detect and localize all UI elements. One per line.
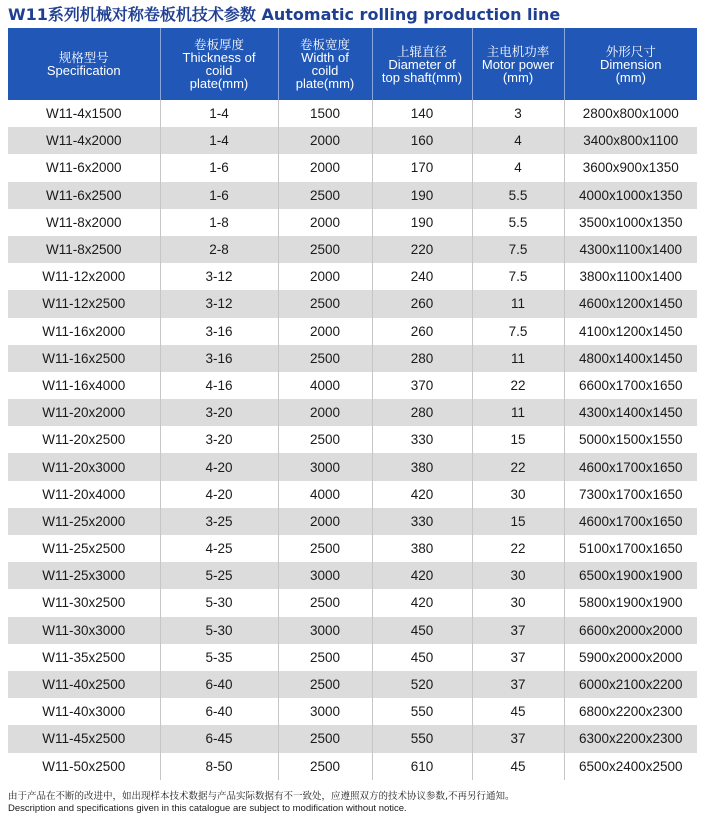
table-cell-specification: W11-25x2500	[8, 535, 160, 562]
column-header-en: Width of	[301, 50, 349, 65]
page-title: W11系列机械对称卷板机技术参数 Automatic rolling production line	[8, 5, 561, 24]
table-cell-width: 3000	[278, 562, 372, 589]
table-cell-motor-power: 4	[472, 154, 564, 181]
table-cell-dimension: 7300x1700x1650	[564, 481, 697, 508]
table-cell-specification: W11-35x2500	[8, 644, 160, 671]
table-cell-top-shaft-diameter: 260	[372, 290, 472, 317]
table-cell-thickness: 1-4	[160, 100, 278, 127]
table-cell-dimension: 4300x1400x1450	[564, 399, 697, 426]
table-cell-width: 2500	[278, 290, 372, 317]
table-cell-top-shaft-diameter: 610	[372, 753, 472, 780]
table-cell-thickness: 3-12	[160, 263, 278, 290]
table-row	[8, 535, 697, 562]
header-row	[8, 28, 697, 100]
table-cell-dimension: 2800x800x1000	[564, 100, 697, 127]
column-header-cn: 主电机功率	[486, 43, 550, 59]
table-row	[8, 481, 697, 508]
table-cell-thickness: 3-12	[160, 290, 278, 317]
table-cell-width: 1500	[278, 100, 372, 127]
table-row	[8, 562, 697, 589]
table-row	[8, 263, 697, 290]
column-header-cn: 外形尺寸	[605, 43, 656, 59]
table-cell-top-shaft-diameter: 160	[372, 127, 472, 154]
table-cell-specification: W11-8x2500	[8, 236, 160, 263]
table-cell-dimension: 5100x1700x1650	[564, 535, 697, 562]
table-cell-width: 2000	[278, 209, 372, 236]
table-cell-thickness: 8-50	[160, 753, 278, 780]
spec-table-body	[8, 100, 697, 780]
table-cell-motor-power: 37	[472, 644, 564, 671]
table-cell-width: 2500	[278, 725, 372, 752]
table-cell-width: 2000	[278, 263, 372, 290]
column-header-en: (mm)	[502, 69, 534, 85]
table-cell-thickness: 4-25	[160, 535, 278, 562]
table-cell-motor-power: 22	[472, 372, 564, 399]
table-cell-width: 3000	[278, 698, 372, 725]
table-cell-top-shaft-diameter: 220	[372, 236, 472, 263]
table-cell-width: 2000	[278, 399, 372, 426]
column-header-en: Diameter of	[388, 56, 456, 72]
table-cell-specification: W11-4x1500	[8, 100, 160, 127]
table-cell-dimension: 6600x1700x1650	[564, 372, 697, 399]
table-cell-width: 3000	[278, 453, 372, 480]
table-cell-thickness: 3-25	[160, 508, 278, 535]
table-cell-motor-power: 5.5	[472, 182, 564, 209]
table-cell-top-shaft-diameter: 330	[372, 508, 472, 535]
column-header-en: (mm)	[615, 69, 646, 85]
table-cell-thickness: 4-20	[160, 453, 278, 480]
table-row	[8, 617, 697, 644]
column-header-en: Dimension	[600, 56, 662, 72]
table-cell-top-shaft-diameter: 550	[372, 698, 472, 725]
table-cell-top-shaft-diameter: 170	[372, 154, 472, 181]
table-cell-motor-power: 15	[472, 426, 564, 453]
table-cell-motor-power: 7.5	[472, 236, 564, 263]
table-cell-top-shaft-diameter: 280	[372, 345, 472, 372]
table-cell-motor-power: 11	[472, 290, 564, 317]
column-header-en: coild	[205, 63, 233, 78]
table-cell-top-shaft-diameter: 450	[372, 617, 472, 644]
table-cell-top-shaft-diameter: 380	[372, 453, 472, 480]
table-row	[8, 236, 697, 263]
table-cell-thickness: 5-30	[160, 617, 278, 644]
table-cell-motor-power: 37	[472, 725, 564, 752]
table-cell-dimension: 6500x2400x2500	[564, 753, 697, 780]
table-cell-thickness: 1-6	[160, 182, 278, 209]
table-cell-top-shaft-diameter: 450	[372, 644, 472, 671]
table-cell-dimension: 6300x2200x2300	[564, 725, 697, 752]
table-row	[8, 698, 697, 725]
table-cell-specification: W11-20x4000	[8, 481, 160, 508]
table-row	[8, 100, 697, 127]
table-cell-width: 4000	[278, 372, 372, 399]
table-cell-top-shaft-diameter: 420	[372, 481, 472, 508]
table-cell-width: 2500	[278, 182, 372, 209]
table-cell-dimension: 3500x1000x1350	[564, 209, 697, 236]
table-cell-width: 2500	[278, 753, 372, 780]
table-cell-thickness: 3-20	[160, 426, 278, 453]
table-cell-thickness: 4-20	[160, 481, 278, 508]
table-cell-motor-power: 22	[472, 535, 564, 562]
table-cell-specification: W11-16x2500	[8, 345, 160, 372]
table-cell-dimension: 5000x1500x1550	[564, 426, 697, 453]
table-row	[8, 508, 697, 535]
footer-note	[8, 791, 515, 815]
table-cell-width: 2500	[278, 426, 372, 453]
table-cell-motor-power: 7.5	[472, 263, 564, 290]
table-cell-specification: W11-40x2500	[8, 671, 160, 698]
table-cell-motor-power: 15	[472, 508, 564, 535]
table-cell-top-shaft-diameter: 240	[372, 263, 472, 290]
table-row	[8, 127, 697, 154]
table-cell-specification: W11-30x2500	[8, 589, 160, 616]
table-cell-width: 4000	[278, 481, 372, 508]
table-cell-motor-power: 5.5	[472, 209, 564, 236]
table-cell-motor-power: 11	[472, 399, 564, 426]
table-cell-width: 2500	[278, 345, 372, 372]
table-cell-width: 2000	[278, 508, 372, 535]
table-cell-motor-power: 11	[472, 345, 564, 372]
footer-note-cn: 由于产品在不断的改进中，如出现样本技术数据与产品实际数据有不一致处，应遵照双方的技术协议参数,不再另行通知。	[8, 791, 515, 802]
table-cell-width: 2500	[278, 236, 372, 263]
table-cell-specification: W11-30x3000	[8, 617, 160, 644]
table-cell-dimension: 6600x2000x2000	[564, 617, 697, 644]
table-cell-thickness: 5-25	[160, 562, 278, 589]
table-cell-thickness: 1-8	[160, 209, 278, 236]
table-cell-motor-power: 45	[472, 753, 564, 780]
table-cell-dimension: 3800x1100x1400	[564, 263, 697, 290]
table-row	[8, 345, 697, 372]
table-row	[8, 426, 697, 453]
column-header-cn: 规格型号	[58, 50, 109, 65]
table-cell-top-shaft-diameter: 190	[372, 182, 472, 209]
table-cell-top-shaft-diameter: 420	[372, 589, 472, 616]
column-header-en: plate(mm)	[189, 76, 249, 91]
column-header-cn: 上辊直径	[396, 43, 447, 59]
table-cell-top-shaft-diameter: 260	[372, 318, 472, 345]
table-cell-specification: W11-6x2000	[8, 154, 160, 181]
table-cell-dimension: 4800x1400x1450	[564, 345, 697, 372]
column-header-specification	[8, 28, 160, 100]
table-cell-top-shaft-diameter: 380	[372, 535, 472, 562]
spec-table	[8, 28, 697, 780]
table-cell-specification: W11-25x2000	[8, 508, 160, 535]
footer-note-en: Description and specifications given in this catalogue are subject to modification without notice.	[8, 803, 407, 814]
table-cell-thickness: 1-6	[160, 154, 278, 181]
table-cell-specification: W11-12x2500	[8, 290, 160, 317]
table-cell-specification: W11-16x4000	[8, 372, 160, 399]
table-cell-top-shaft-diameter: 190	[372, 209, 472, 236]
table-cell-motor-power: 3	[472, 100, 564, 127]
table-cell-top-shaft-diameter: 140	[372, 100, 472, 127]
table-cell-specification: W11-6x2500	[8, 182, 160, 209]
table-cell-dimension: 4300x1100x1400	[564, 236, 697, 263]
table-cell-width: 2500	[278, 589, 372, 616]
table-row	[8, 290, 697, 317]
table-row	[8, 644, 697, 671]
table-cell-thickness: 6-45	[160, 725, 278, 752]
table-cell-specification: W11-20x3000	[8, 453, 160, 480]
table-cell-dimension: 4600x1700x1650	[564, 453, 697, 480]
table-row	[8, 453, 697, 480]
table-cell-dimension: 4000x1000x1350	[564, 182, 697, 209]
table-cell-motor-power: 7.5	[472, 318, 564, 345]
table-cell-thickness: 4-16	[160, 372, 278, 399]
table-cell-motor-power: 30	[472, 589, 564, 616]
table-cell-dimension: 5800x1900x1900	[564, 589, 697, 616]
table-cell-thickness: 5-30	[160, 589, 278, 616]
table-cell-thickness: 1-4	[160, 127, 278, 154]
table-cell-specification: W11-45x2500	[8, 725, 160, 752]
column-header-width	[278, 28, 372, 100]
table-row	[8, 182, 697, 209]
table-cell-specification: W11-50x2500	[8, 753, 160, 780]
table-row	[8, 372, 697, 399]
column-header-en: coild	[311, 63, 339, 78]
table-row	[8, 154, 697, 181]
table-cell-dimension: 6500x1900x1900	[564, 562, 697, 589]
table-cell-width: 2000	[278, 127, 372, 154]
table-cell-thickness: 6-40	[160, 671, 278, 698]
column-header-top-shaft-diameter	[372, 28, 472, 100]
column-header-en: top shaft(mm)	[381, 69, 463, 85]
table-cell-top-shaft-diameter: 520	[372, 671, 472, 698]
table-cell-top-shaft-diameter: 550	[372, 725, 472, 752]
table-cell-top-shaft-diameter: 330	[372, 426, 472, 453]
table-cell-top-shaft-diameter: 420	[372, 562, 472, 589]
table-cell-thickness: 2-8	[160, 236, 278, 263]
table-cell-width: 2000	[278, 318, 372, 345]
table-cell-motor-power: 4	[472, 127, 564, 154]
table-cell-dimension: 6800x2200x2300	[564, 698, 697, 725]
table-row	[8, 753, 697, 780]
table-cell-motor-power: 22	[472, 453, 564, 480]
table-cell-specification: W11-12x2000	[8, 263, 160, 290]
table-cell-motor-power: 45	[472, 698, 564, 725]
table-cell-thickness: 6-40	[160, 698, 278, 725]
column-header-thickness	[160, 28, 278, 100]
table-cell-specification: W11-4x2000	[8, 127, 160, 154]
table-cell-motor-power: 30	[472, 562, 564, 589]
table-cell-specification: W11-25x3000	[8, 562, 160, 589]
table-cell-dimension: 3600x900x1350	[564, 154, 697, 181]
table-cell-dimension: 4600x1700x1650	[564, 508, 697, 535]
table-row	[8, 318, 697, 345]
table-cell-width: 3000	[278, 617, 372, 644]
table-cell-thickness: 3-16	[160, 318, 278, 345]
column-header-en: Thickness of	[182, 50, 256, 65]
column-header-motor-power	[472, 28, 564, 100]
table-cell-specification: W11-20x2000	[8, 399, 160, 426]
table-cell-motor-power: 37	[472, 671, 564, 698]
table-cell-dimension: 6000x2100x2200	[564, 671, 697, 698]
spec-table-header	[8, 28, 697, 100]
table-cell-dimension: 4600x1200x1450	[564, 290, 697, 317]
table-cell-width: 2500	[278, 671, 372, 698]
table-cell-width: 2000	[278, 154, 372, 181]
table-row	[8, 399, 697, 426]
table-cell-top-shaft-diameter: 280	[372, 399, 472, 426]
column-header-en: Specification	[46, 63, 121, 78]
table-row	[8, 725, 697, 752]
column-header-en: plate(mm)	[295, 76, 355, 91]
column-header-dimension	[564, 28, 697, 100]
table-cell-thickness: 3-16	[160, 345, 278, 372]
table-cell-thickness: 3-20	[160, 399, 278, 426]
table-row	[8, 671, 697, 698]
table-cell-width: 2500	[278, 644, 372, 671]
table-cell-specification: W11-8x2000	[8, 209, 160, 236]
table-cell-width: 2500	[278, 535, 372, 562]
table-row	[8, 209, 697, 236]
table-cell-top-shaft-diameter: 370	[372, 372, 472, 399]
table-cell-motor-power: 30	[472, 481, 564, 508]
table-cell-dimension: 3400x800x1100	[564, 127, 697, 154]
table-cell-specification: W11-40x3000	[8, 698, 160, 725]
column-header-en: Motor power	[481, 56, 555, 72]
column-header-cn: 卷板宽度	[299, 37, 350, 52]
table-cell-dimension: 4100x1200x1450	[564, 318, 697, 345]
table-cell-thickness: 5-35	[160, 644, 278, 671]
table-cell-specification: W11-20x2500	[8, 426, 160, 453]
column-header-cn: 卷板厚度	[193, 37, 244, 52]
table-cell-dimension: 5900x2000x2000	[564, 644, 697, 671]
table-cell-specification: W11-16x2000	[8, 318, 160, 345]
table-cell-motor-power: 37	[472, 617, 564, 644]
table-row	[8, 589, 697, 616]
